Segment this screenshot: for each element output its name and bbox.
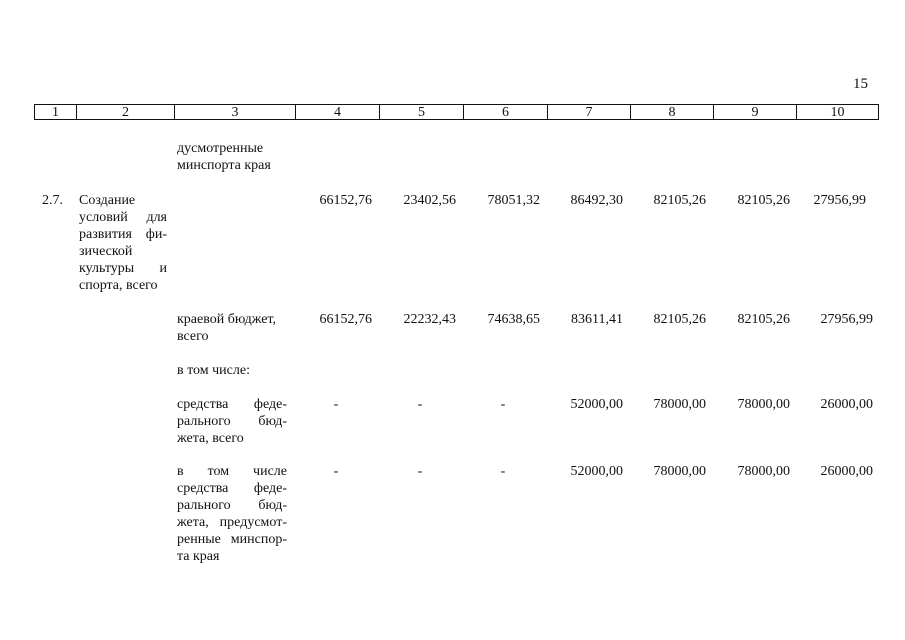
section-number: 2.7. (42, 193, 63, 208)
row-including-label: в том числе: (177, 363, 250, 378)
row-federal-ministry-col-4: - (333, 464, 339, 479)
header-col-8: 8 (630, 104, 713, 120)
row-federal-ministry-label-6: та края (177, 549, 220, 564)
header-col-1: 1 (34, 104, 76, 120)
row-federal-ministry-col-8: 78000,00 (653, 464, 706, 479)
row-federal-total-label-2: рального бюд- (177, 414, 287, 429)
continued-note-line-2: минспорта края (177, 158, 271, 173)
header-col-5: 5 (379, 104, 463, 120)
row-regional-budget-col-8: 82105,26 (653, 312, 706, 327)
section-value-col-5: 23402,56 (403, 193, 456, 208)
row-federal-ministry-label-4: жета, предусмот- (177, 515, 287, 530)
row-regional-budget-col-4: 66152,76 (319, 312, 372, 327)
row-regional-budget-col-10: 27956,99 (820, 312, 873, 327)
section-title-line-3: развития фи- (79, 227, 167, 242)
row-regional-budget-col-5: 22232,43 (403, 312, 456, 327)
row-federal-ministry-label-1: в том числе (177, 464, 287, 479)
row-federal-ministry-label-2: средства феде- (177, 481, 287, 496)
row-federal-ministry-col-5: - (417, 464, 423, 479)
header-col-3: 3 (174, 104, 295, 120)
section-value-col-10: 27956,99 (813, 193, 866, 208)
row-federal-total-label-1: средства феде- (177, 397, 287, 412)
header-col-9: 9 (713, 104, 796, 120)
page-number: 15 (853, 76, 868, 92)
row-federal-ministry-label-5: ренные минспор- (177, 532, 287, 547)
section-title-line-4: зической (79, 244, 133, 259)
row-federal-ministry-col-6: - (500, 464, 506, 479)
row-federal-total-col-10: 26000,00 (820, 397, 873, 412)
section-value-col-7: 86492,30 (570, 193, 623, 208)
section-value-col-4: 66152,76 (319, 193, 372, 208)
row-federal-ministry-col-9: 78000,00 (737, 464, 790, 479)
row-regional-budget-col-9: 82105,26 (737, 312, 790, 327)
row-federal-total-col-6: - (500, 397, 506, 412)
section-value-col-6: 78051,32 (487, 193, 540, 208)
row-regional-budget-col-7: 83611,41 (571, 312, 623, 327)
row-federal-total-col-4: - (333, 397, 339, 412)
header-col-6: 6 (463, 104, 547, 120)
row-regional-budget-col-6: 74638,65 (487, 312, 540, 327)
section-title-line-2: условий для (79, 210, 167, 225)
continued-note-line-1: дусмотренные (177, 141, 264, 156)
row-federal-ministry-col-7: 52000,00 (570, 464, 623, 479)
row-federal-total-col-7: 52000,00 (570, 397, 623, 412)
row-federal-total-col-9: 78000,00 (737, 397, 790, 412)
section-title-line-6: спорта, всего (79, 278, 158, 293)
table-header-row (34, 104, 879, 121)
row-regional-budget-label-2: всего (177, 329, 209, 344)
row-federal-ministry-label-3: рального бюд- (177, 498, 287, 513)
section-title-line-5: культуры и (79, 261, 167, 276)
row-federal-ministry-col-10: 26000,00 (820, 464, 873, 479)
header-col-4: 4 (295, 104, 379, 120)
row-regional-budget-label-1: краевой бюджет, (177, 312, 276, 327)
section-value-col-8: 82105,26 (653, 193, 706, 208)
header-col-7: 7 (547, 104, 630, 120)
row-federal-total-col-8: 78000,00 (653, 397, 706, 412)
section-value-col-9: 82105,26 (737, 193, 790, 208)
header-col-10: 10 (796, 104, 879, 120)
section-title-line-1: Создание (79, 193, 136, 208)
header-col-2: 2 (76, 104, 174, 120)
row-federal-total-col-5: - (417, 397, 423, 412)
row-federal-total-label-3: жета, всего (177, 431, 244, 446)
